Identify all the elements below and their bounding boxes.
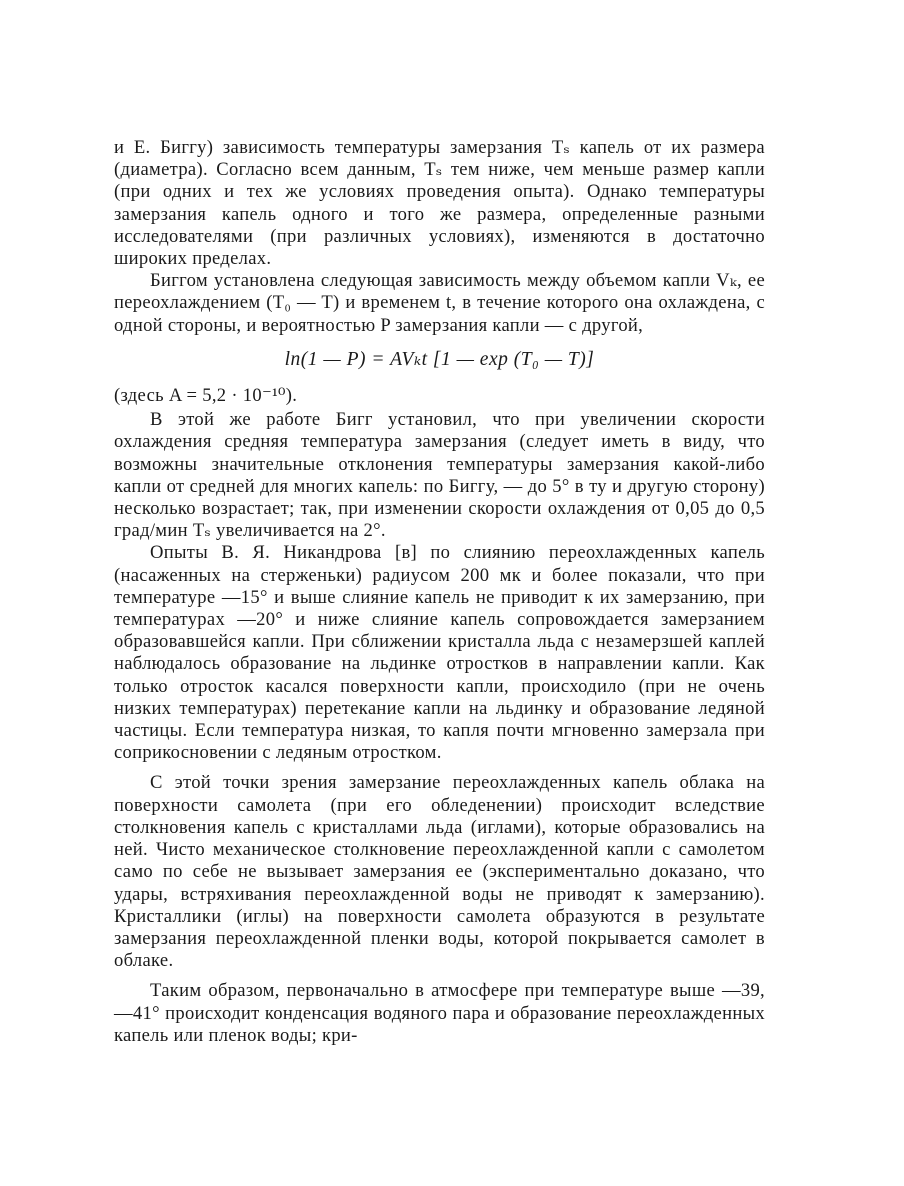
formula-note: (здесь A = 5,2 · 10⁻¹⁰). xyxy=(114,385,298,407)
paragraph-2: Биггом установлена следующая зависимость между объемом капли Vₖ, ее переохлаждением (T₀ — T) и временем t, в течение которого она охлаждена, с одной стороны, и вероятностью P замерзания капли — с другой, xyxy=(114,270,765,336)
text-column xyxy=(114,137,765,1047)
paragraph-5: С этой точки зрения замерзание переохлажденных капель облака на поверхности самолета (при его обледенении) происходит вследствие столкновения капель с кристаллами льда (иглами), которые образовались на ней. Чисто механическое столкновение переохлажденной капли с самолетом само по себе не вызывает замерзания ее (экспериментально доказано, что удары, встряхивания переохлажденной воды не приводят к замерзанию). Кристаллики (иглы) на поверхности самолета образуются в результате замерзания переохлажденной пленки воды, которой покрывается самолет в облаке. xyxy=(114,772,765,972)
paragraph-1: и Е. Биггу) зависимость температуры замерзания Tₛ капель от их размера (диаметра). Согласно всем данным, Tₛ тем ниже, чем меньше размер капли (при одних и тех же условиях проведения опыта). Однако температуры замерзания капель одного и того же размера, определенные разными исследователями (при различных условиях), изменяются в достаточно широких пределах. xyxy=(114,137,765,270)
paragraph-3: В этой же работе Бигг установил, что при увеличении скорости охлаждения средняя температура замерзания (следует иметь в виду, что возможны значительные отклонения температуры замерзания какой-либо капли от средней для многих капель: по Биггу, — до 5° в ту и другую сторону) несколько возрастает; так, при изменении скорости охлаждения от 0,05 до 0,5 град/мин Tₛ увеличивается на 2°. xyxy=(114,409,765,542)
paragraph-4: Опыты В. Я. Никандрова [в] по слиянию переохлажденных капель (насаженных на стерженьки) радиусом 200 мк и более показали, что при температуре —15° и выше слияние капель не приводит к их замерзанию, при температурах —20° и ниже слияние капель сопровождается замерзанием образовавшейся капли. При сближении кристалла льда с незамерзшей каплей наблюдалось образование на льдинке отростков в направлении капли. Как только отросток касался поверхности капли, происходило (при не очень низких температурах) перетекание капли на льдинку и образование ледяной частицы. Если температура низкая, то капля почти мгновенно замерзала при соприкосновении с ледяным отростком. xyxy=(114,542,765,764)
paragraph-6: Таким образом, первоначально в атмосфере при температуре выше —39, —41° происходит конденсация водяного пара и образование переохлажденных капель или пленок воды; кри- xyxy=(114,980,765,1046)
formula: ln(1 — P) = AVₖt [1 — exp (T₀ — T)] xyxy=(284,348,595,370)
